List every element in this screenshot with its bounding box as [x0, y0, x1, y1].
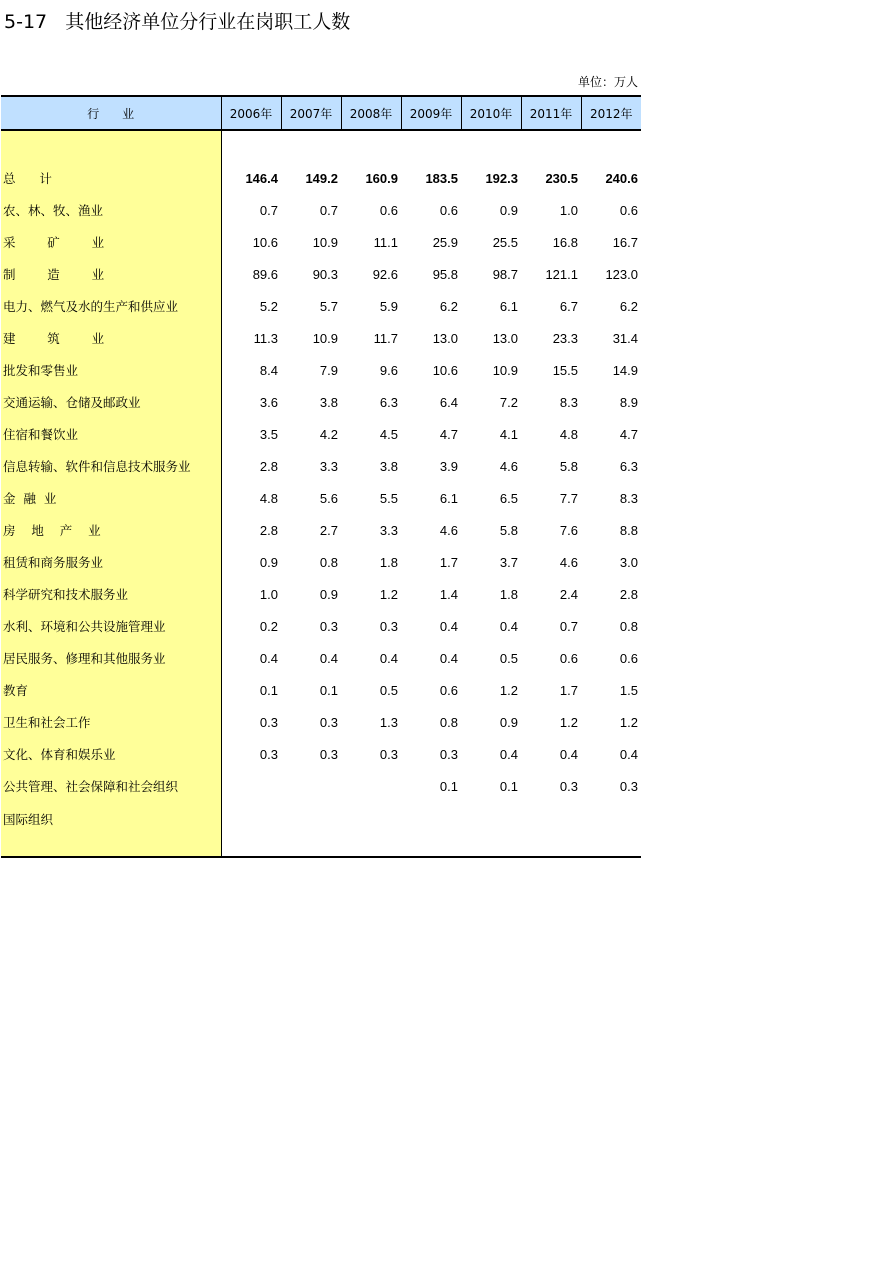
value-cell: 1.8 — [499, 586, 518, 602]
table-row — [1, 482, 641, 514]
value-cell: 0.4 — [499, 746, 518, 762]
value-cell: 0.3 — [379, 618, 398, 634]
value-cell: 2.7 — [319, 522, 338, 538]
value-cell: 5.2 — [259, 298, 278, 314]
value-cell: 92.6 — [372, 266, 398, 282]
value-cell: 4.6 — [439, 522, 458, 538]
value-cell: 6.5 — [499, 490, 518, 506]
value-cell: 2.8 — [619, 586, 638, 602]
value-cell: 3.8 — [379, 458, 398, 474]
value-cell: 4.7 — [439, 426, 458, 442]
value-cell: 2.8 — [259, 522, 278, 538]
value-cell: 0.1 — [499, 778, 518, 794]
industry-label: 采 矿 业 — [1, 226, 221, 258]
value-cell: 3.3 — [379, 522, 398, 538]
value-cell — [221, 770, 281, 802]
value-cell — [341, 770, 401, 802]
value-cell: 6.3 — [619, 458, 638, 474]
value-cell: 0.6 — [619, 202, 638, 218]
value-cell: 3.3 — [319, 458, 338, 474]
value-cell: 0.1 — [439, 778, 458, 794]
value-cell: 1.7 — [439, 554, 458, 570]
value-cell: 8.8 — [619, 522, 638, 538]
value-cell: 0.4 — [379, 650, 398, 666]
value-cell: 6.4 — [439, 394, 458, 410]
value-cell: 25.5 — [492, 234, 518, 250]
value-cell: 0.4 — [619, 746, 638, 762]
value-cell: 0.3 — [319, 746, 338, 762]
value-cell: 0.7 — [319, 202, 338, 218]
value-cell: 89.6 — [252, 266, 278, 282]
value-cell: 123.0 — [605, 266, 638, 282]
column-header-year: 2010年 — [461, 96, 521, 130]
value-cell: 1.2 — [379, 586, 398, 602]
table-row — [1, 258, 641, 290]
value-cell: 0.6 — [439, 682, 458, 698]
value-cell: 0.8 — [439, 714, 458, 730]
value-cell: 4.8 — [559, 426, 578, 442]
industry-employment-table — [1, 95, 641, 858]
value-cell: 0.1 — [259, 682, 278, 698]
column-header-year: 2008年 — [341, 96, 401, 130]
value-cell: 1.2 — [619, 714, 638, 730]
value-cell: 0.9 — [499, 714, 518, 730]
value-cell: 95.8 — [432, 266, 458, 282]
value-cell: 11.3 — [253, 330, 278, 346]
value-cell: 0.4 — [319, 650, 338, 666]
spacer-cell — [281, 130, 341, 162]
value-cell: 6.1 — [439, 490, 458, 506]
value-cell: 7.7 — [559, 490, 578, 506]
value-cell: 16.8 — [552, 234, 578, 250]
value-cell: 3.7 — [499, 554, 518, 570]
value-cell: 8.9 — [619, 394, 638, 410]
value-cell — [521, 802, 581, 857]
value-cell: 0.1 — [319, 682, 338, 698]
spacer-cell — [1, 130, 221, 162]
value-cell: 0.3 — [319, 714, 338, 730]
value-cell: 10.6 — [432, 362, 458, 378]
table-row — [1, 674, 641, 706]
table-body — [1, 130, 641, 857]
value-cell: 0.9 — [259, 554, 278, 570]
value-cell: 11.7 — [373, 330, 398, 346]
table-row — [1, 450, 641, 482]
value-cell: 8.4 — [259, 362, 278, 378]
spacer-cell — [461, 130, 521, 162]
value-cell: 3.9 — [439, 458, 458, 474]
table-row — [1, 578, 641, 610]
value-cell: 23.3 — [552, 330, 578, 346]
industry-label: 教育 — [1, 674, 221, 706]
table-row — [1, 706, 641, 738]
industry-label: 交通运输、仓储及邮政业 — [1, 386, 221, 418]
industry-label: 居民服务、修理和其他服务业 — [1, 642, 221, 674]
value-cell: 0.4 — [559, 746, 578, 762]
industry-label: 农、林、牧、渔业 — [1, 194, 221, 226]
column-header-year: 2012年 — [581, 96, 641, 130]
value-cell: 0.5 — [379, 682, 398, 698]
value-cell: 0.4 — [439, 618, 458, 634]
industry-label: 科学研究和技术服务业 — [1, 578, 221, 610]
value-cell: 1.7 — [559, 682, 578, 698]
value-cell: 6.1 — [499, 298, 518, 314]
industry-label: 住宿和餐饮业 — [1, 418, 221, 450]
value-cell: 11.1 — [373, 234, 398, 250]
value-cell: 0.3 — [259, 746, 278, 762]
value-cell: 0.6 — [619, 650, 638, 666]
value-cell: 1.3 — [379, 714, 398, 730]
value-cell: 31.4 — [612, 330, 638, 346]
value-cell: 192.3 — [485, 170, 518, 186]
value-cell: 5.6 — [319, 490, 338, 506]
value-cell — [281, 802, 341, 857]
value-cell: 0.4 — [499, 618, 518, 634]
value-cell — [341, 802, 401, 857]
column-header-year: 2009年 — [401, 96, 461, 130]
industry-label: 总 计 — [1, 162, 221, 194]
value-cell: 0.3 — [559, 778, 578, 794]
spacer-cell — [341, 130, 401, 162]
value-cell: 4.6 — [499, 458, 518, 474]
value-cell: 3.0 — [619, 554, 638, 570]
value-cell — [221, 802, 281, 857]
page-title: 5-17 其他经济单位分行业在岗职工人数 — [4, 11, 351, 33]
value-cell: 5.8 — [559, 458, 578, 474]
value-cell: 240.6 — [605, 170, 638, 186]
spacer-cell — [221, 130, 281, 162]
value-cell: 3.5 — [259, 426, 278, 442]
value-cell: 0.8 — [319, 554, 338, 570]
value-cell: 4.1 — [499, 426, 518, 442]
spacer-cell — [521, 130, 581, 162]
table-row — [1, 802, 641, 857]
value-cell: 0.2 — [259, 618, 278, 634]
industry-label: 批发和零售业 — [1, 354, 221, 386]
value-cell: 0.3 — [259, 714, 278, 730]
table-row — [1, 354, 641, 386]
value-cell: 4.7 — [619, 426, 638, 442]
value-cell: 6.7 — [559, 298, 578, 314]
value-cell: 160.9 — [365, 170, 398, 186]
value-cell: 3.8 — [319, 394, 338, 410]
column-header-year: 2007年 — [281, 96, 341, 130]
value-cell: 146.4 — [245, 170, 278, 186]
table-row — [1, 738, 641, 770]
value-cell: 1.5 — [619, 682, 638, 698]
value-cell: 0.9 — [319, 586, 338, 602]
value-cell: 6.2 — [619, 298, 638, 314]
value-cell: 13.0 — [492, 330, 518, 346]
value-cell: 230.5 — [545, 170, 578, 186]
value-cell: 7.2 — [499, 394, 518, 410]
value-cell: 6.2 — [439, 298, 458, 314]
spacer-row — [1, 130, 641, 162]
value-cell: 0.6 — [559, 650, 578, 666]
table-header-row — [1, 96, 641, 130]
table-row — [1, 322, 641, 354]
value-cell: 5.5 — [379, 490, 398, 506]
value-cell: 4.5 — [379, 426, 398, 442]
value-cell: 5.9 — [379, 298, 398, 314]
value-cell: 1.0 — [259, 586, 278, 602]
value-cell: 5.7 — [319, 298, 338, 314]
value-cell: 1.4 — [439, 586, 458, 602]
table-row — [1, 418, 641, 450]
value-cell: 14.9 — [612, 362, 638, 378]
industry-label: 建 筑 业 — [1, 322, 221, 354]
industry-label: 金 融 业 — [1, 482, 221, 514]
value-cell — [581, 802, 641, 857]
value-cell: 0.3 — [439, 746, 458, 762]
value-cell: 1.0 — [559, 202, 578, 218]
value-cell: 0.5 — [499, 650, 518, 666]
value-cell — [461, 802, 521, 857]
value-cell: 1.8 — [379, 554, 398, 570]
value-cell: 7.6 — [559, 522, 578, 538]
value-cell: 13.0 — [432, 330, 458, 346]
value-cell: 0.8 — [619, 618, 638, 634]
value-cell: 0.7 — [559, 618, 578, 634]
column-header-industry: 行 业 — [1, 96, 221, 130]
value-cell: 183.5 — [425, 170, 458, 186]
unit-label: 单位：万人 — [577, 75, 638, 89]
value-cell: 4.2 — [319, 426, 338, 442]
industry-label: 制 造 业 — [1, 258, 221, 290]
value-cell: 4.6 — [559, 554, 578, 570]
value-cell: 5.8 — [499, 522, 518, 538]
value-cell: 1.2 — [499, 682, 518, 698]
value-cell: 0.4 — [259, 650, 278, 666]
value-cell: 90.3 — [312, 266, 338, 282]
value-cell: 10.6 — [252, 234, 278, 250]
table-row — [1, 610, 641, 642]
column-header-year: 2006年 — [221, 96, 281, 130]
value-cell: 0.9 — [499, 202, 518, 218]
value-cell: 10.9 — [312, 234, 338, 250]
value-cell — [401, 802, 461, 857]
industry-label: 房 地 产 业 — [1, 514, 221, 546]
industry-label: 公共管理、社会保障和社会组织 — [1, 770, 221, 802]
value-cell: 0.6 — [379, 202, 398, 218]
spacer-cell — [581, 130, 641, 162]
value-cell: 9.6 — [379, 362, 398, 378]
value-cell: 15.5 — [552, 362, 578, 378]
value-cell: 2.8 — [259, 458, 278, 474]
value-cell: 1.2 — [559, 714, 578, 730]
value-cell: 16.7 — [612, 234, 638, 250]
value-cell: 98.7 — [492, 266, 518, 282]
table-row — [1, 770, 641, 802]
value-cell: 7.9 — [319, 362, 338, 378]
value-cell: 0.7 — [259, 202, 278, 218]
value-cell: 8.3 — [559, 394, 578, 410]
value-cell: 0.3 — [379, 746, 398, 762]
industry-label: 卫生和社会工作 — [1, 706, 221, 738]
value-cell: 8.3 — [619, 490, 638, 506]
value-cell: 4.8 — [259, 490, 278, 506]
value-cell: 0.4 — [439, 650, 458, 666]
value-cell: 6.3 — [379, 394, 398, 410]
industry-label: 电力、燃气及水的生产和供应业 — [1, 290, 221, 322]
table-row — [1, 194, 641, 226]
value-cell: 3.6 — [259, 394, 278, 410]
value-cell: 0.3 — [619, 778, 638, 794]
table-row — [1, 642, 641, 674]
table-row — [1, 514, 641, 546]
table-row — [1, 290, 641, 322]
column-header-year: 2011年 — [521, 96, 581, 130]
value-cell: 25.9 — [432, 234, 458, 250]
table-row — [1, 546, 641, 578]
value-cell: 149.2 — [305, 170, 338, 186]
industry-label: 信息转输、软件和信息技术服务业 — [1, 450, 221, 482]
industry-label: 水利、环境和公共设施管理业 — [1, 610, 221, 642]
value-cell — [281, 770, 341, 802]
industry-label: 国际组织 — [1, 802, 221, 857]
industry-label: 文化、体育和娱乐业 — [1, 738, 221, 770]
spacer-cell — [401, 130, 461, 162]
value-cell: 2.4 — [559, 586, 578, 602]
value-cell: 121.1 — [545, 266, 578, 282]
table-row — [1, 226, 641, 258]
table-row — [1, 386, 641, 418]
value-cell: 0.3 — [319, 618, 338, 634]
value-cell: 10.9 — [492, 362, 518, 378]
value-cell: 10.9 — [312, 330, 338, 346]
value-cell: 0.6 — [439, 202, 458, 218]
total-row — [1, 162, 641, 194]
industry-label: 租赁和商务服务业 — [1, 546, 221, 578]
